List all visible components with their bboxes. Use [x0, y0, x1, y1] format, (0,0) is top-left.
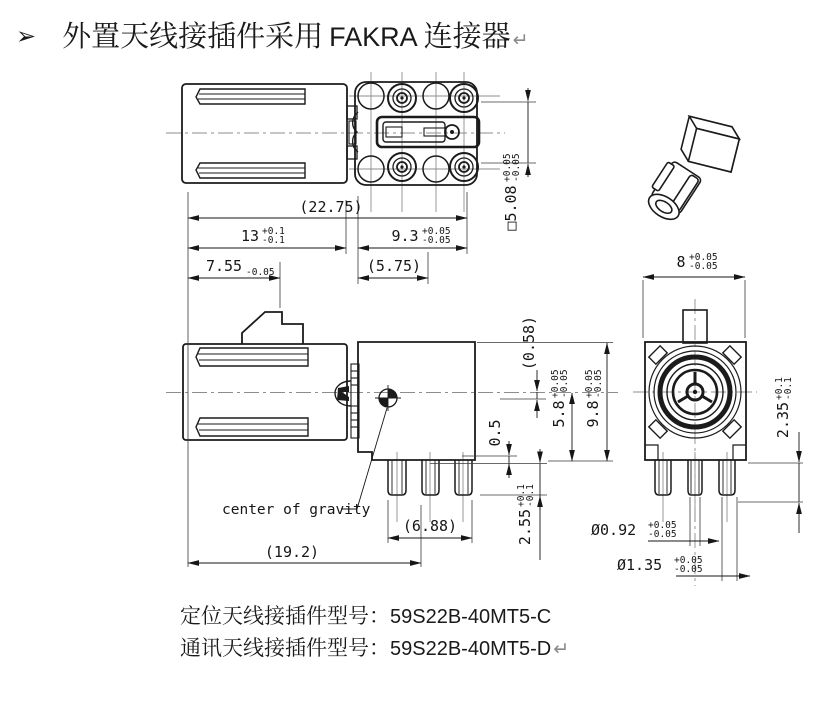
dim-2.35 [774, 377, 794, 438]
isometric-view [641, 116, 742, 224]
svg-text:2.35: 2.35 [774, 401, 792, 439]
svg-text:-0.05: -0.05 [559, 369, 570, 398]
dim-9.3: 9.3 [391, 227, 419, 245]
dim-dia-0.92: Ø0.92 [591, 521, 637, 539]
svg-text:+0.1: +0.1 [516, 484, 527, 507]
svg-text:-0.05: -0.05 [422, 235, 451, 246]
svg-text:-0.1: -0.1 [262, 235, 285, 246]
svg-text:+0.1: +0.1 [774, 377, 785, 400]
svg-text:+0.05: +0.05 [689, 252, 718, 263]
svg-text:-0.05: -0.05 [511, 153, 522, 182]
svg-text:-0.1: -0.1 [783, 377, 794, 400]
part-value-1: 59S22B-40MT5-C [390, 606, 552, 628]
dim-5.8 [550, 369, 570, 427]
title-text-latin: FAKRA [329, 22, 418, 52]
top-view-face [353, 82, 479, 185]
front-view [645, 310, 746, 495]
bullet-arrow-icon: ➢ [16, 22, 37, 50]
dim-0.58 [520, 316, 538, 370]
part-number-line-1 [180, 601, 569, 633]
dimension-texts [206, 153, 794, 575]
return-mark-icon: ↵ [512, 29, 529, 51]
svg-text:□5.08: □5.08 [502, 185, 520, 231]
center-of-gravity-label: center of gravity [222, 502, 371, 518]
latch [242, 312, 303, 344]
dim-19.2: (19.2) [264, 543, 320, 561]
svg-text:+0.05: +0.05 [674, 555, 703, 566]
dim-dia-1.35: Ø1.35 [617, 556, 663, 574]
svg-text:-0.05: -0.05 [689, 261, 718, 272]
svg-text:5.8: 5.8 [550, 400, 568, 428]
side-view [183, 312, 475, 495]
dim-overall-length: (22.75) [299, 198, 363, 216]
svg-text:2.55: 2.55 [516, 508, 534, 546]
housing [358, 342, 475, 460]
center-of-gravity-symbol [375, 385, 401, 411]
dim-5.08 [502, 153, 522, 230]
dim-7.55: 7.55 [205, 257, 243, 275]
part-label-2: 通讯天线接插件型号： [180, 636, 390, 660]
top-view-body [182, 84, 357, 183]
svg-text:-0.05: -0.05 [593, 369, 604, 398]
dim-5.75: (5.75) [366, 257, 422, 275]
svg-text:+0.05: +0.05 [422, 226, 451, 237]
part-number-block [180, 601, 569, 665]
part-value-2: 59S22B-40MT5-D [390, 638, 552, 660]
svg-text:-0.05: -0.05 [674, 564, 703, 575]
svg-text:0.5: 0.5 [486, 419, 504, 447]
part-number-line-2 [180, 633, 569, 665]
return-mark-icon: ↵ [553, 638, 570, 660]
dim-8: 8 [676, 253, 686, 271]
part-label-1: 定位天线接插件型号： [180, 604, 390, 628]
dim-9.8 [584, 369, 604, 427]
dim-6.88: (6.88) [402, 517, 458, 535]
svg-text:9.8: 9.8 [584, 400, 602, 428]
dim-13: 13 [240, 227, 260, 245]
dim-2.55 [516, 484, 536, 545]
title-text-post: 连接器 [423, 21, 511, 53]
svg-text:-0.05: -0.05 [648, 529, 677, 540]
svg-text:+0.1: +0.1 [262, 226, 285, 237]
title-text-pre: 外置天线接插件采用 [62, 21, 324, 53]
svg-text:+0.05: +0.05 [550, 369, 561, 398]
svg-text:(0.58): (0.58) [520, 315, 538, 371]
svg-text:+0.05: +0.05 [502, 153, 513, 182]
svg-text:+0.05: +0.05 [648, 520, 677, 531]
dim-0.5 [486, 419, 504, 446]
svg-text:+0.05: +0.05 [584, 369, 595, 398]
svg-text:-0.05: -0.05 [246, 267, 275, 278]
svg-text:-0.1: -0.1 [525, 484, 536, 507]
